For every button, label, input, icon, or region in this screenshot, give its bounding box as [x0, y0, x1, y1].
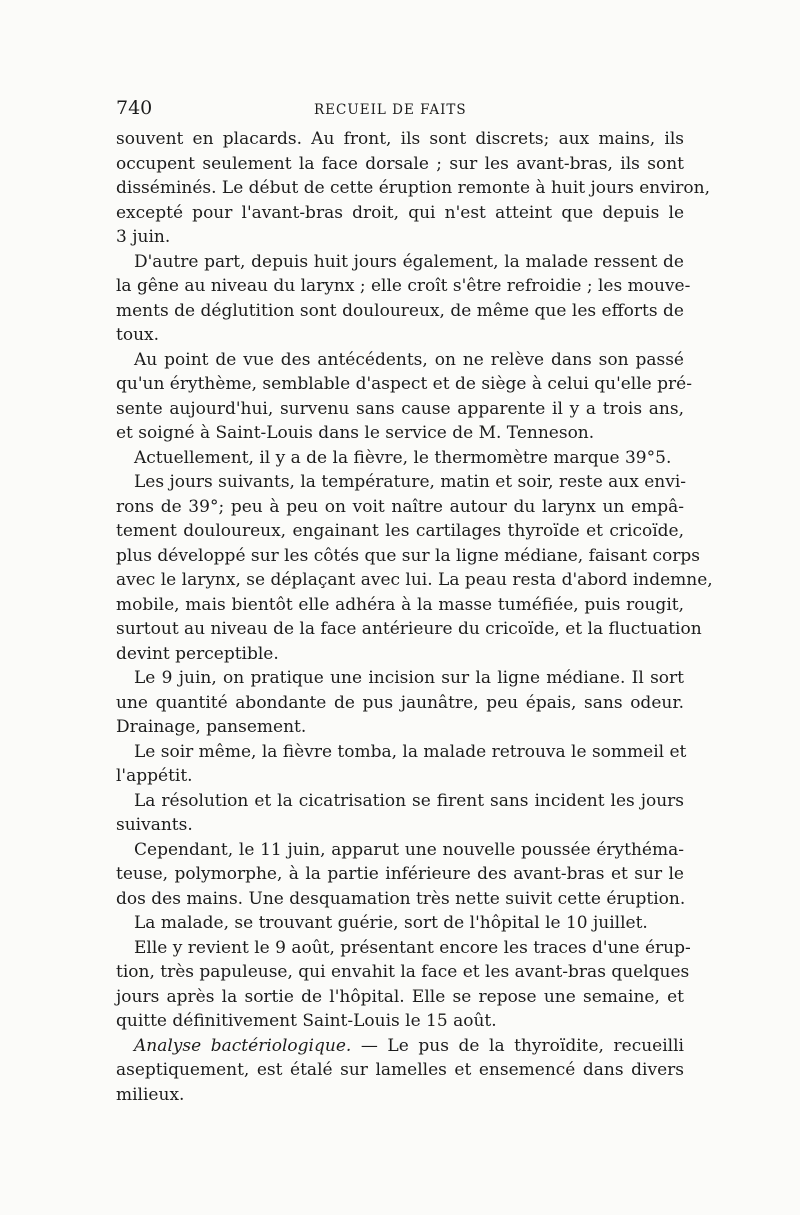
section-heading-italic: Analyse bactériologique.	[134, 1035, 352, 1056]
text-line: l'appétit.	[116, 766, 193, 786]
text-line: toux.	[116, 325, 160, 345]
text-line: Le 9 juin, on pratique une incision sur la ligne médiane. Il sort	[134, 668, 684, 688]
text-line: souvent en placards. Au front, ils sont discrets; aux mains, ils	[116, 129, 684, 149]
body-text	[116, 127, 713, 1107]
text-line: Actuellement, il y a de la fièvre, le thermomètre marque 39°5.	[134, 447, 672, 468]
text-line: sente aujourd'hui, survenu sans cause apparente il y a trois ans,	[116, 398, 684, 419]
text-line: disséminés. Le début de cette éruption remonte à huit jours environ,	[116, 178, 710, 198]
text-line: Elle y revient le 9 août, présentant encore les traces d'une érup-	[134, 937, 691, 958]
text-line: mobile, mais bientôt elle adhéra à la masse tuméfiée, puis rougit,	[116, 594, 684, 615]
text-line: Drainage, pansement.	[116, 717, 307, 737]
text-line: dos des mains. Une desquamation très nette suivit cette éruption.	[116, 888, 686, 909]
text-line: Cependant, le 11 juin, apparut une nouvelle poussée érythéma-	[134, 839, 684, 860]
text-line: tement douloureux, engainant les cartilages thyroïde et cricoïde,	[116, 521, 684, 541]
text-line: La malade, se trouvant guérie, sort de l'hôpital le 10 juillet.	[134, 913, 648, 933]
text-line: jours après la sortie de l'hôpital. Elle se repose une semaine, et	[116, 986, 684, 1007]
text-line: suivants.	[116, 815, 193, 835]
text-line: la gêne au niveau du larynx ; elle croît s'être refroidie ; les mouve-	[116, 276, 691, 296]
text-line: Au point de vue des antécédents, on ne relève dans son passé	[134, 349, 684, 370]
text-line: avec le larynx, se déplaçant avec lui. La peau resta d'abord indemne,	[116, 570, 713, 590]
text-fragment: — Le pus de la thyroïdite, recueilli	[351, 1035, 684, 1056]
text-line: milieux.	[116, 1084, 185, 1105]
text-line: ments de déglutition sont douloureux, de même que les efforts de	[116, 300, 684, 321]
page-number: 740	[116, 97, 153, 119]
text-line: surtout au niveau de la face antérieure du cricoïde, et la fluctuation	[116, 619, 702, 639]
text-line: excepté pour l'avant-bras droit, qui n'est atteint que depuis le	[116, 202, 684, 223]
text-line: rons de 39°; peu à peu on voit naître autour du larynx un empâ-	[116, 496, 684, 517]
text-line: aseptiquement, est étalé sur lamelles et ensemencé dans divers	[116, 1060, 684, 1080]
running-head: RECUEIL DE FAITS	[314, 102, 467, 118]
text-line: plus développé sur les côtés que sur la ligne médiane, faisant corps	[116, 545, 701, 566]
page-header	[116, 97, 684, 121]
text-line: occupent seulement la face dorsale ; sur les avant-bras, ils sont	[116, 153, 684, 174]
text-line: D'autre part, depuis huit jours également, la malade ressent de	[134, 251, 684, 272]
text-line: et soigné à Saint-Louis dans le service de M. Tenneson.	[116, 423, 595, 443]
text-line: une quantité abondante de pus jaunâtre, peu épais, sans odeur.	[116, 692, 684, 713]
text-line: 3 juin.	[116, 227, 171, 247]
text-line: La résolution et la cicatrisation se firent sans incident les jours	[134, 790, 684, 811]
text-line: tion, très papuleuse, qui envahit la face et les avant-bras quelques	[116, 962, 690, 982]
text-line: devint perceptible.	[116, 643, 279, 664]
text-line: quitte définitivement Saint-Louis le 15 août.	[116, 1011, 497, 1031]
text-line-mixed	[116, 1034, 684, 1059]
text-line: teuse, polymorphe, à la partie inférieure des avant-bras et sur le	[116, 864, 684, 884]
text-line: Les jours suivants, la température, matin et soir, reste aux envi-	[134, 472, 687, 492]
text-line: qu'un érythème, semblable d'aspect et de siège à celui qu'elle pré-	[116, 374, 692, 394]
text-line: Le soir même, la fièvre tomba, la malade retrouva le sommeil et	[134, 741, 687, 762]
